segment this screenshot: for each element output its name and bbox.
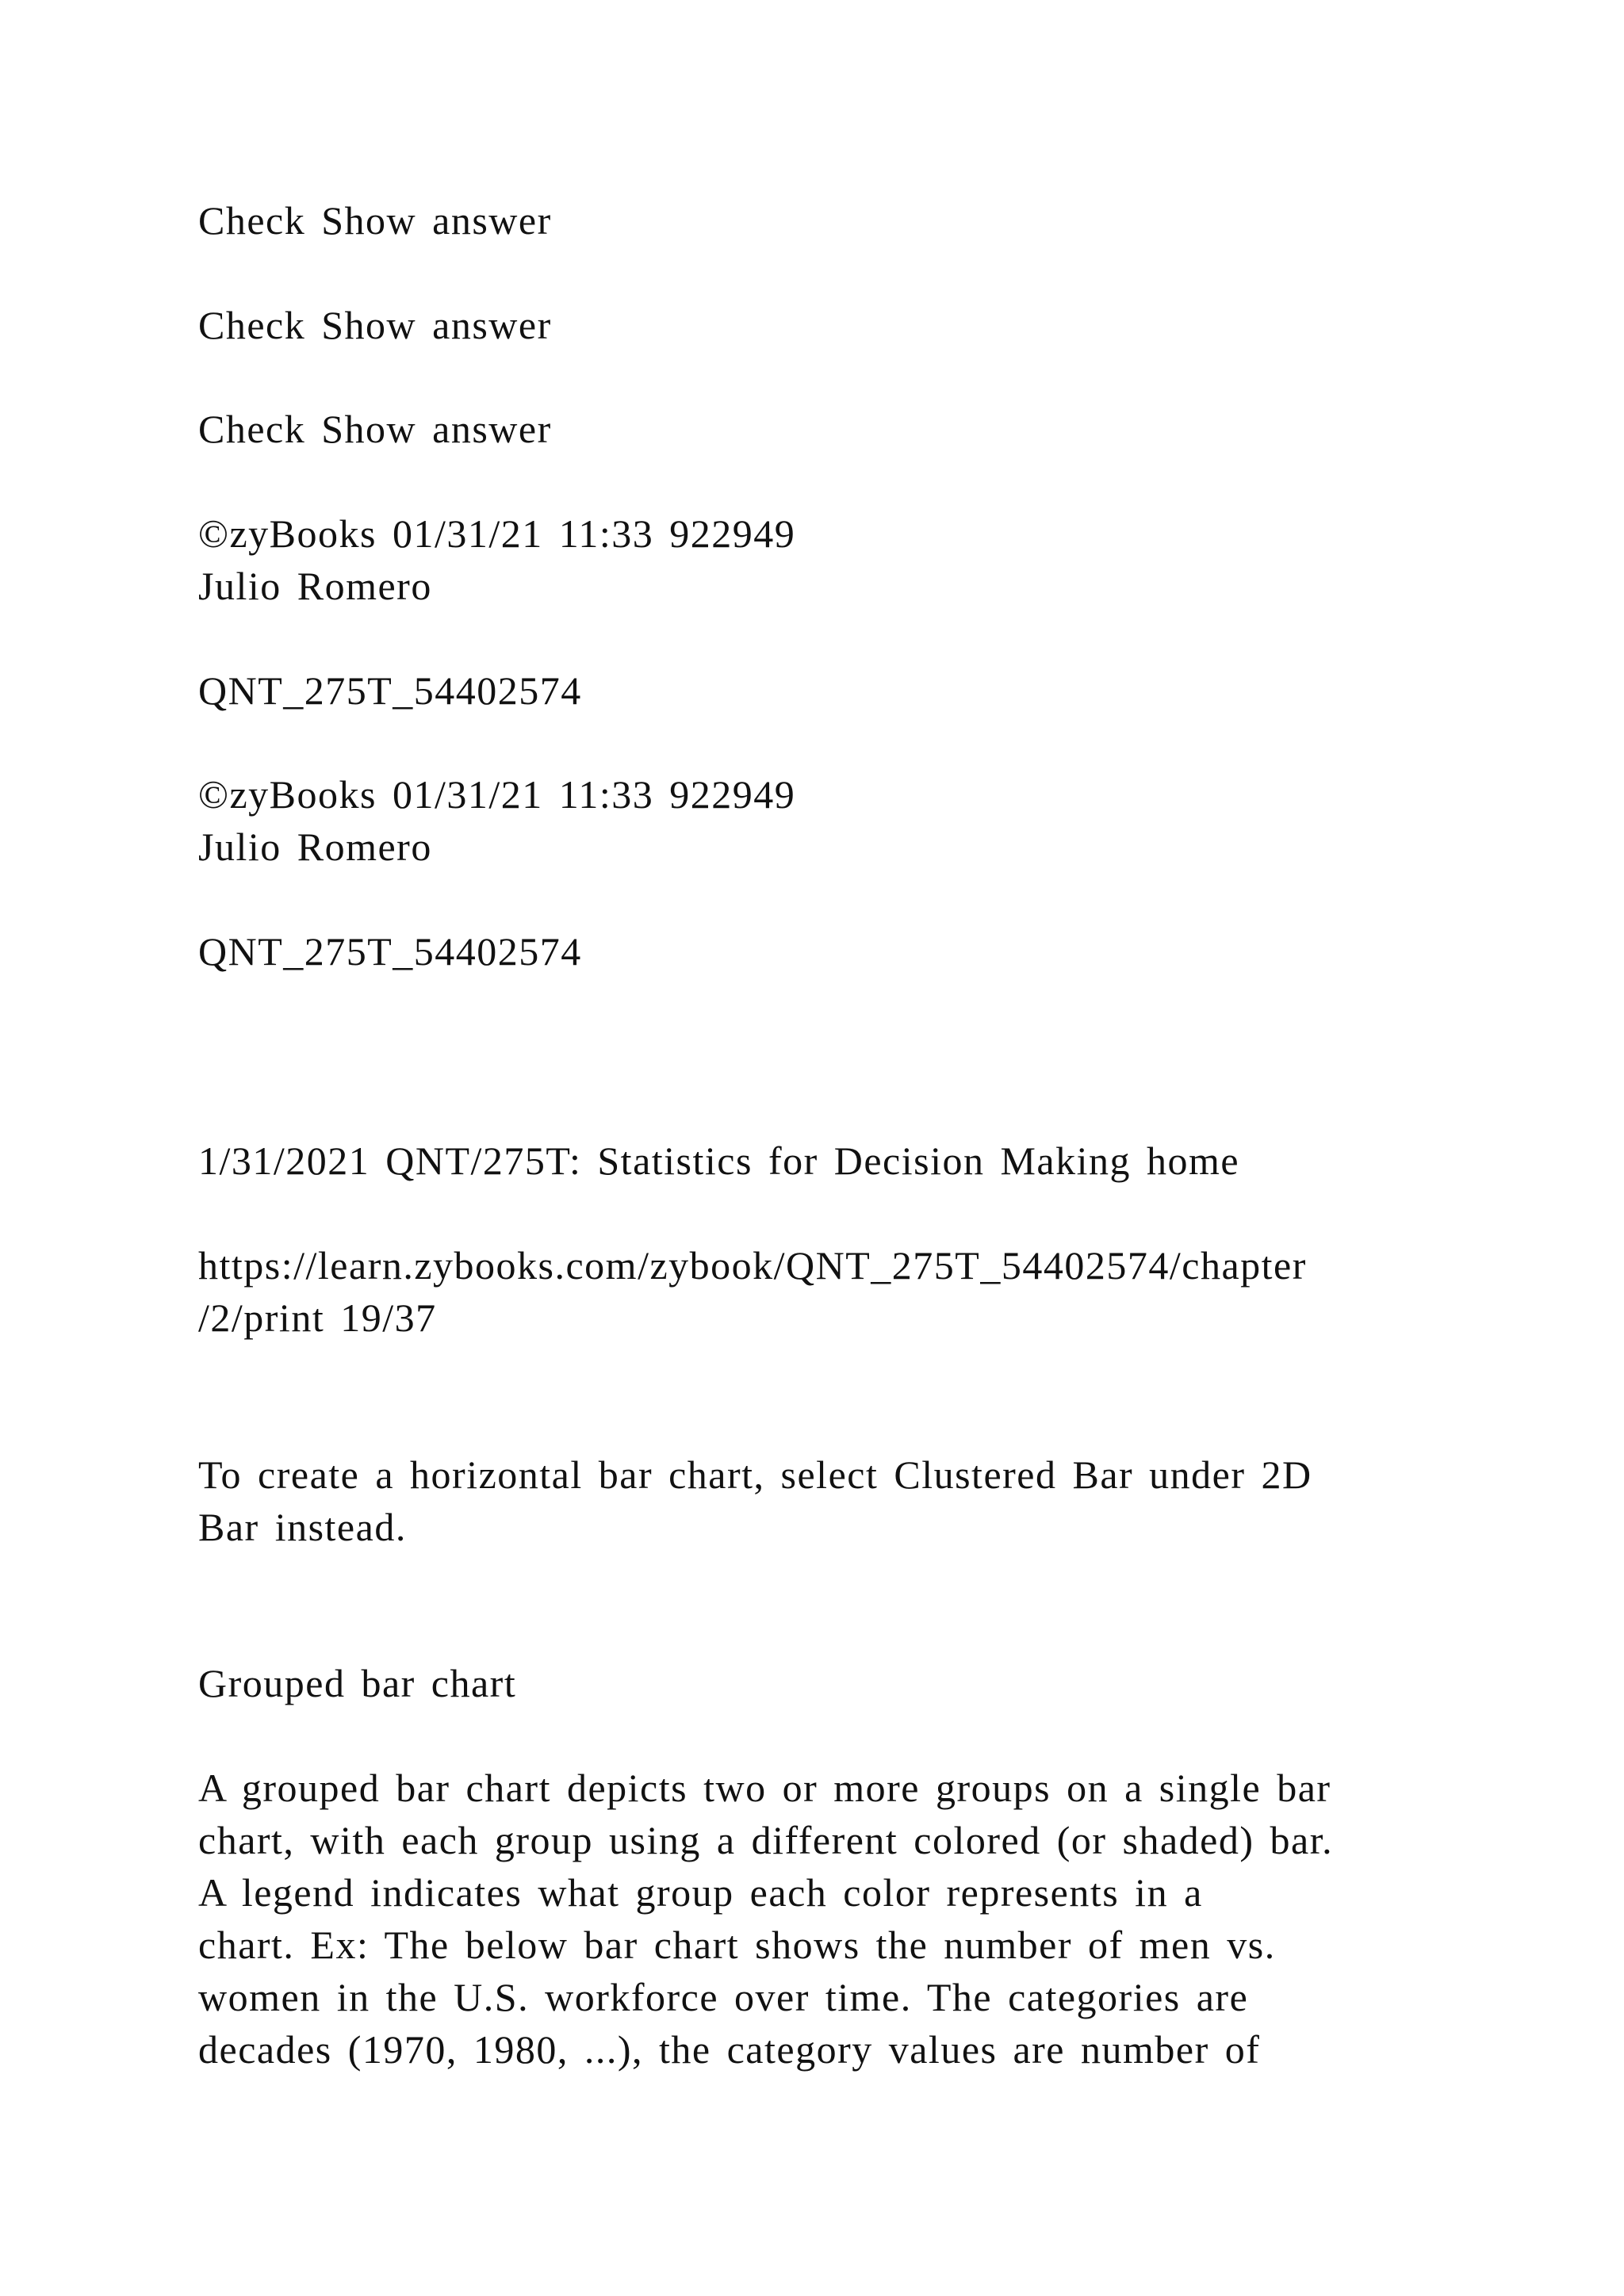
page-url[interactable]: https://learn.zybooks.com/zybook/QNT_275T_54402574/chapter [198,1243,1307,1288]
section-paragraph [198,1762,1451,2076]
check-button[interactable]: Check [198,303,306,347]
watermark-1 [198,507,1451,612]
watermark-name: Julio Romero [198,564,432,608]
watermark-code-2 [198,925,1451,978]
watermark-name: Julio Romero [198,825,432,869]
print-header-url [198,1239,1451,1344]
paragraph-line: women in the U.S. workforce over time. The categories are [198,1975,1249,2019]
watermark-code: QNT_275T_54402574 [198,929,582,974]
watermark-2 [198,768,1451,873]
tip-line: Bar instead. [198,1505,407,1549]
watermark-copyright: ©zyBooks 01/31/21 11:33 922949 [198,772,796,817]
tip-line: To create a horizontal bar chart, select Clustered Bar under 2D [198,1452,1312,1497]
paragraph-line: decades (1970, 1980, ...), the category values are number of [198,2027,1261,2072]
paragraph-line: A grouped bar chart depicts two or more groups on a single bar [198,1766,1331,1810]
check-button[interactable]: Check [198,407,306,451]
quiz-controls-1 [198,194,1451,247]
paragraph-line: A legend indicates what group each color represents in a [198,1870,1203,1915]
heading: Grouped bar chart [198,1661,517,1705]
page-url-continued[interactable]: /2/print 19/37 [198,1295,437,1340]
paragraph-line: chart, with each group using a different colored (or shaded) bar. [198,1818,1334,1862]
page-title: 1/31/2021 QNT/275T: Statistics for Decision Making home [198,1138,1240,1183]
watermark-copyright: ©zyBooks 01/31/21 11:33 922949 [198,511,796,556]
quiz-controls-3 [198,403,1451,455]
show-answer-button[interactable]: Show answer [321,407,552,451]
show-answer-button[interactable]: Show answer [321,198,552,243]
print-header-title [198,1135,1451,1187]
tip-text [198,1448,1451,1553]
section-heading [198,1657,1451,1709]
check-button[interactable]: Check [198,198,306,243]
show-answer-button[interactable]: Show answer [321,303,552,347]
watermark-code-1 [198,664,1451,717]
watermark-code: QNT_275T_54402574 [198,668,582,713]
quiz-controls-2 [198,299,1451,351]
paragraph-line: chart. Ex: The below bar chart shows the number of men vs. [198,1923,1276,1967]
